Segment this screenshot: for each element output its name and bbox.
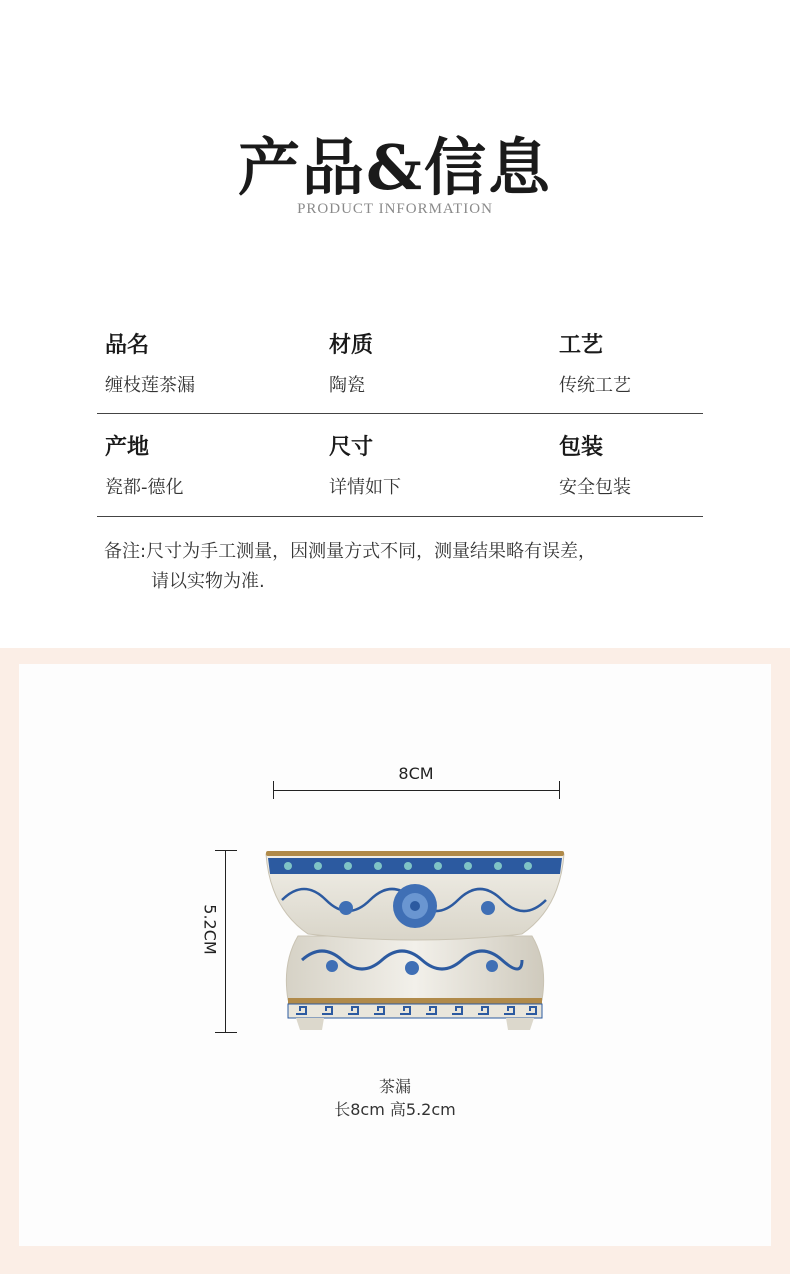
dimension-tick: [215, 850, 237, 851]
product-size: 长8cm 高5.2cm: [334, 1100, 456, 1119]
note-line: 请以实物为准.: [151, 571, 265, 592]
info-label: 产地: [105, 435, 150, 460]
dimension-tick: [559, 781, 560, 799]
note-line: 备注:尺寸为手工测量，因测量方式不同，测量结果略有误差，: [104, 541, 597, 562]
info-value: 瓷都-德化: [105, 477, 184, 498]
page-subtitle: PRODUCT INFORMATION: [297, 201, 493, 217]
info-label: 工艺: [559, 333, 604, 358]
info-value: 传统工艺: [559, 375, 631, 396]
info-value: 缠枝莲茶漏: [105, 375, 195, 396]
product-name: 茶漏: [378, 1077, 411, 1096]
info-label: 品名: [105, 333, 150, 358]
info-value: 安全包装: [559, 477, 631, 498]
info-cell-size: [329, 430, 401, 499]
height-dimension-label: 5.2CM: [200, 904, 220, 955]
info-label: 包装: [559, 435, 604, 460]
info-cell-name: [105, 328, 195, 397]
width-dimension-label: 8CM: [398, 764, 434, 783]
dimension-tick: [215, 1032, 237, 1033]
dimension-tick: [273, 781, 274, 799]
info-cell-origin: [105, 430, 184, 499]
info-label: 材质: [329, 333, 374, 358]
info-value: 陶瓷: [329, 375, 365, 396]
info-cell-package: [559, 430, 631, 499]
page-title: 产品&信息: [238, 131, 552, 204]
note: [104, 537, 596, 597]
info-value: 详情如下: [329, 477, 401, 498]
width-dimension-line: [273, 790, 559, 791]
height-dimension-line: [225, 850, 226, 1032]
tea-strainer-image: [262, 848, 568, 1038]
info-cell-material: [329, 328, 373, 397]
divider: [97, 413, 703, 414]
info-cell-craft: [559, 328, 631, 397]
divider: [97, 516, 703, 517]
info-label: 尺寸: [329, 435, 374, 460]
